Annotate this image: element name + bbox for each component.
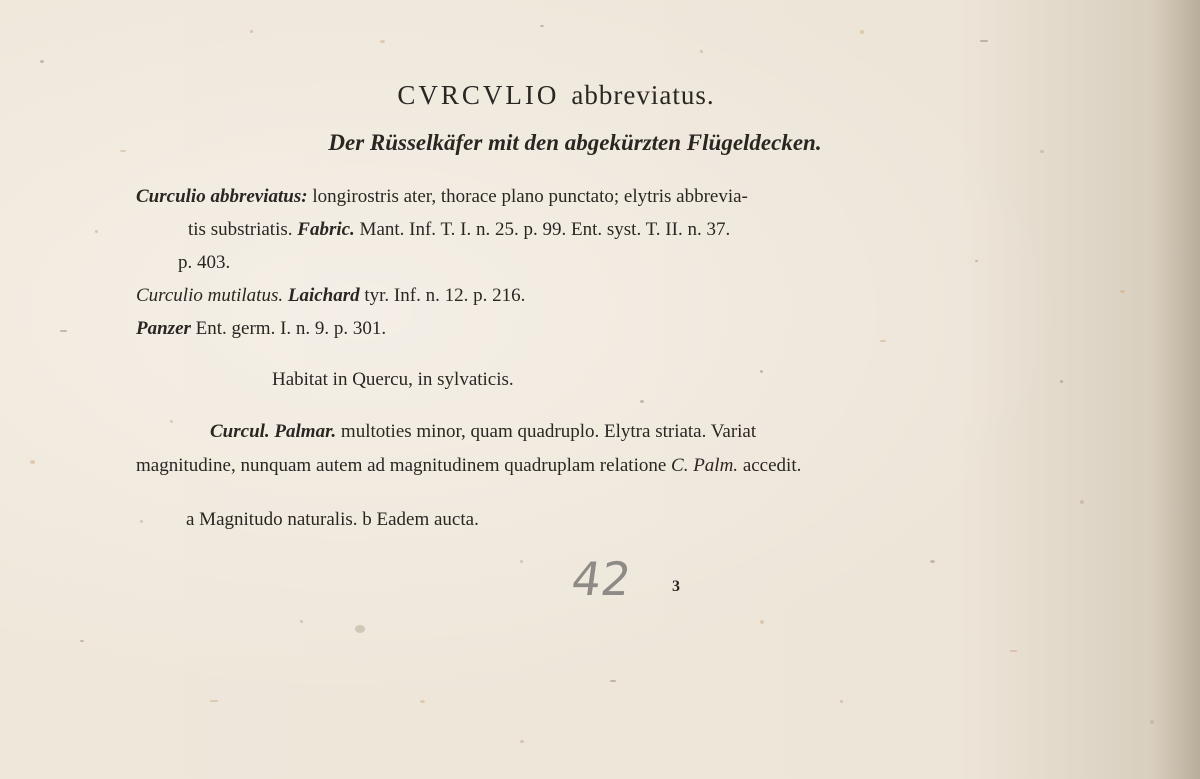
description-line-2 (136, 455, 801, 477)
figure-legend: a Magnitudo naturalis. b Eadem aucta. (186, 509, 479, 530)
author-name: Laichard (287, 285, 360, 306)
author-name: Panzer (136, 318, 191, 339)
reference-citation: Ent. germ. I. n. 9. p. 301. (195, 318, 387, 339)
title-species: abbreviatus. (571, 80, 715, 110)
synonymy-line-4 (136, 285, 525, 307)
species-reference: Curcul. Palmar. (210, 421, 337, 442)
description-text: accedit. (742, 455, 802, 476)
description-continuation: tis substriatis. (188, 219, 293, 240)
reference-citation: tyr. Inf. n. 12. p. 216. (364, 285, 526, 306)
species-name: Curculio abbreviatus: (136, 186, 308, 207)
description-line-1 (210, 421, 756, 443)
synonymy-line-2 (188, 219, 730, 241)
synonymy-line-3: p. 403. (178, 252, 231, 273)
author-name: Fabric. (297, 219, 355, 240)
synonymy-line-1 (136, 186, 748, 208)
signature-mark: 3 (672, 578, 680, 595)
page-title (0, 80, 1112, 111)
title-genus: CVRCVLIO (397, 80, 560, 110)
habitat-line: Habitat in Quercu, in sylvaticis. (272, 369, 514, 390)
reference-citation: Mant. Inf. T. I. n. 25. p. 99. Ent. syst. T. II. n. 37. (359, 219, 731, 240)
description-text: magnitudine, nunquam autem ad magnitudinem quadruplam relatione (136, 455, 667, 476)
pencil-annotation: 42 (568, 552, 635, 606)
species-description: longirostris ater, thorace plano punctato; elytris abbrevia- (312, 186, 748, 207)
synonym-name: Curculio mutilatus. (136, 285, 284, 306)
german-subtitle: Der Rüsselkäfer mit den abgekürzten Flügeldecken. (328, 130, 822, 155)
synonymy-line-5 (136, 318, 386, 340)
description-text: multoties minor, quam quadruplo. Elytra striata. Variat (340, 421, 757, 442)
species-reference: C. Palm. (671, 455, 739, 476)
